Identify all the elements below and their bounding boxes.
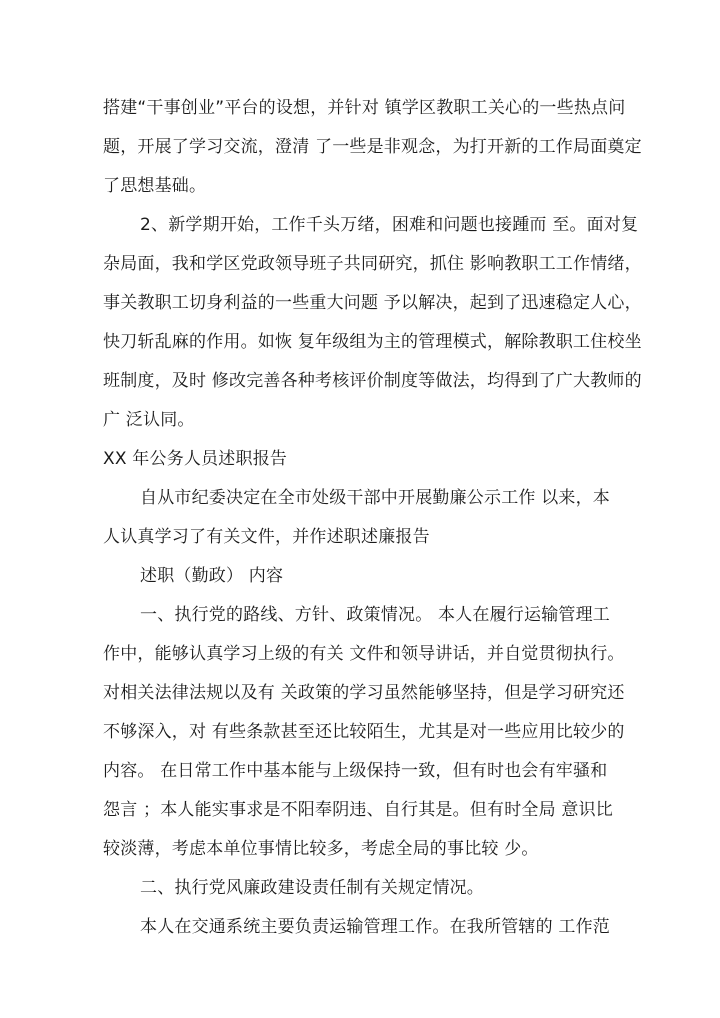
text-line: 搭建“干事创业”平台的设想，并针对 镇学区教职工关心的一些热点问 bbox=[103, 98, 626, 118]
text-line: 事关教职工切身利益的一些重大问题 予以解决，起到了迅速稳定人心， bbox=[103, 293, 642, 313]
text-line: 2、新学期开始，工作千头万绪，困难和问题也接踵而 至。面对复 bbox=[140, 215, 639, 235]
text-line: 二、执行党风廉政建设责任制有关规定情况。 bbox=[140, 878, 484, 898]
text-line: 作中，能够认真学习上级的有关 文件和领导讲话，并自觉贯彻执行。 bbox=[103, 644, 625, 664]
text-line: 一、执行党的路线、方针、政策情况。 本人在履行运输管理工 bbox=[140, 605, 611, 625]
text-line: 述职（勤政） 内容 bbox=[140, 566, 284, 586]
text-line: 对相关法律法规以及有 关政策的学习虽然能够坚持，但是学习研究还 bbox=[103, 683, 625, 703]
text-line: 快刀斩乱麻的作用。如恢 复年级组为主的管理模式，解除教职工住校坐 bbox=[103, 332, 642, 352]
text-line: 怨言 ；本人能实事求是不阳奉阴违、自行其是。但有时全局 意识比 bbox=[103, 800, 614, 820]
text-line: 不够深入，对 有些条款甚至还比较陌生，尤其是对一些应用比较少的 bbox=[103, 722, 625, 742]
text-line: 较淡薄，考虑本单位事情比较多，考虑全局的事比较 少。 bbox=[103, 839, 539, 859]
text-line: 人认真学习了有关文件，并作述职述廉报告 bbox=[103, 527, 430, 547]
text-line: 杂局面，我和学区党政领导班子共同研究，抓住 影响教职工工作情绪， bbox=[103, 254, 642, 274]
text-line: 自从市纪委决定在全市处级干部中开展勤廉公示工作 以来，本 bbox=[140, 488, 611, 508]
text-line: 了思想基础。 bbox=[103, 176, 207, 196]
section-heading: XX 年公务人员述职报告 bbox=[103, 449, 288, 469]
text-line: 内容。 在日常工作中基本能与上级保持一致，但有时也会有牢骚和 bbox=[103, 761, 608, 781]
text-line: 本人在交通系统主要负责运输管理工作。在我所管辖的 工作范 bbox=[140, 917, 611, 937]
text-line: 班制度，及时 修改完善各种考核评价制度等做法，均得到了广大教师的 bbox=[103, 371, 642, 391]
text-line: 广 泛认同。 bbox=[103, 410, 195, 430]
text-line: 题，开展了学习交流，澄清 了一些是非观念，为打开新的工作局面奠定 bbox=[103, 137, 642, 157]
